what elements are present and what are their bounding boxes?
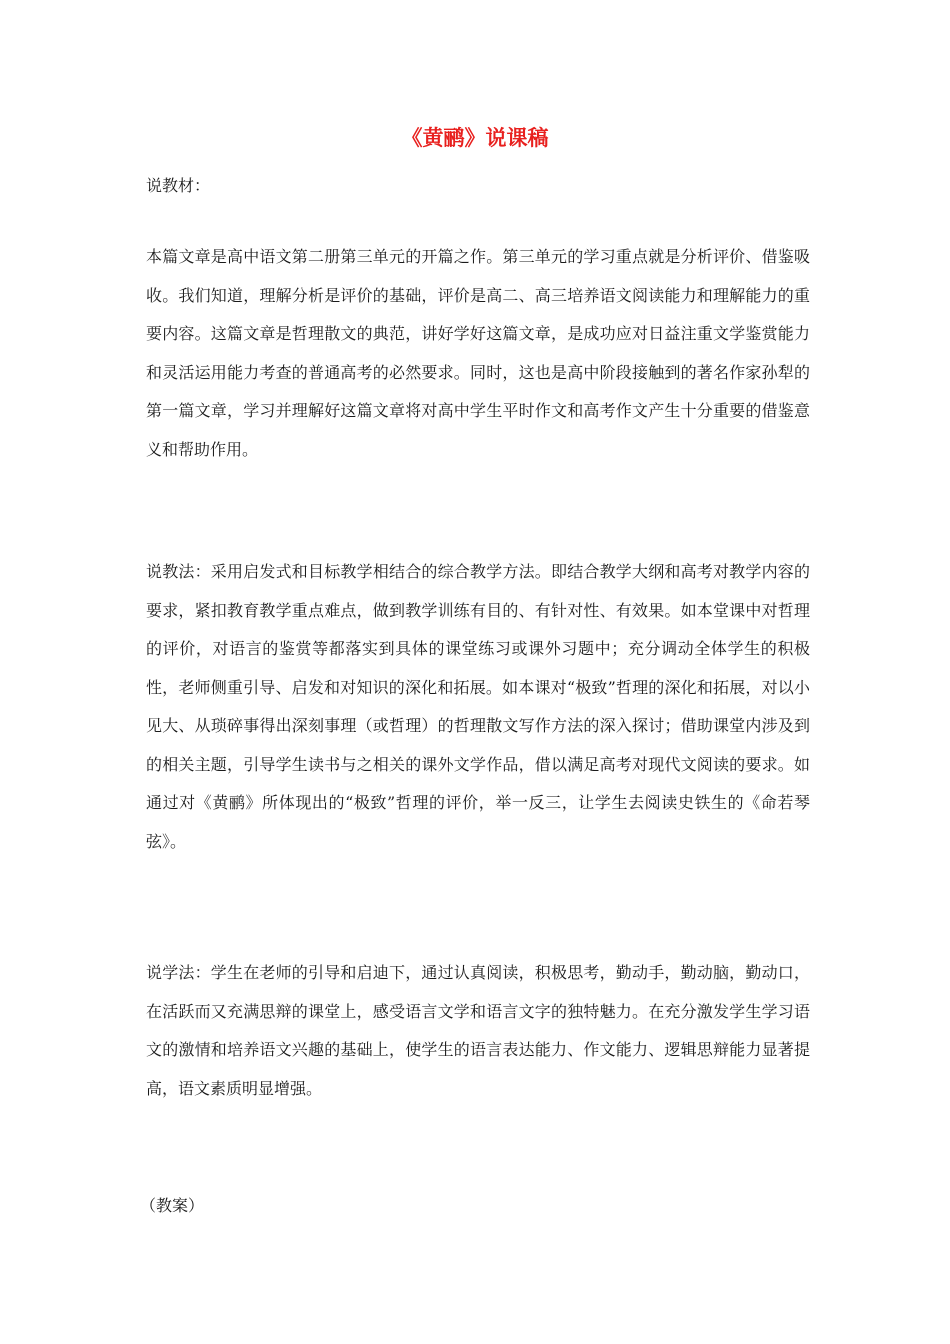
document-title: 《黄鹂》说课稿 xyxy=(401,126,549,150)
closing-note: （教案） xyxy=(140,1196,205,1215)
section-label-textbook: 说教材： xyxy=(146,176,211,195)
paragraph-textbook: 本篇文章是高中语文第二册第三单元的开篇之作。第三单元的学习重点就是分析评价、借鉴吸收。我们知道，理解分析是评价的基础，评价是高二、高三培养语文阅读能力和理解能力的重要内容。这篇文章是哲理散文的典范，讲好学好这篇文章，是成功应对日益注重文学鉴赏能力和灵活运用能力考查的普通高考的必然要求。同时，这也是高中阶段接触到的著名作家孙犁的第一篇文章，学习并理解好这篇文章将对高中学生平时作文和高考作文产生十分重要的借鉴意义和帮助作用。 xyxy=(146,247,810,459)
paragraph-learning-method: 说学法：学生在老师的引导和启迪下，通过认真阅读，积极思考，勤动手，勤动脑，勤动口，在活跃而又充满思辩的课堂上，感受语言文学和语言文字的独特魅力。在充分激发学生学习语文的激情和培养语文兴趣的基础上，使学生的语言表达能力、作文能力、逻辑思辩能力显著提高，语文素质明显增强。 xyxy=(146,963,810,1098)
paragraph-teaching-method: 说教法：采用启发式和目标教学相结合的综合教学方法。即结合教学大纲和高考对教学内容的要求，紧扣教育教学重点难点，做到教学训练有目的、有针对性、有效果。如本堂课中对哲理的评价，对语言的鉴赏等都落实到具体的课堂练习或课外习题中；充分调动全体学生的积极性，老师侧重引导、启发和对知识的深化和拓展。如本课对“极致”哲理的深化和拓展，对以小见大、从琐碎事得出深刻事理（或哲理）的哲理散文写作方法的深入探讨；借助课堂内涉及到的相关主题，引导学生读书与之相关的课外文学作品，借以满足高考对现代文阅读的要求。如通过对《黄鹂》所体现出的“极致”哲理的评价，举一反三，让学生去阅读史铁生的《命若琴弦》。 xyxy=(146,562,810,851)
